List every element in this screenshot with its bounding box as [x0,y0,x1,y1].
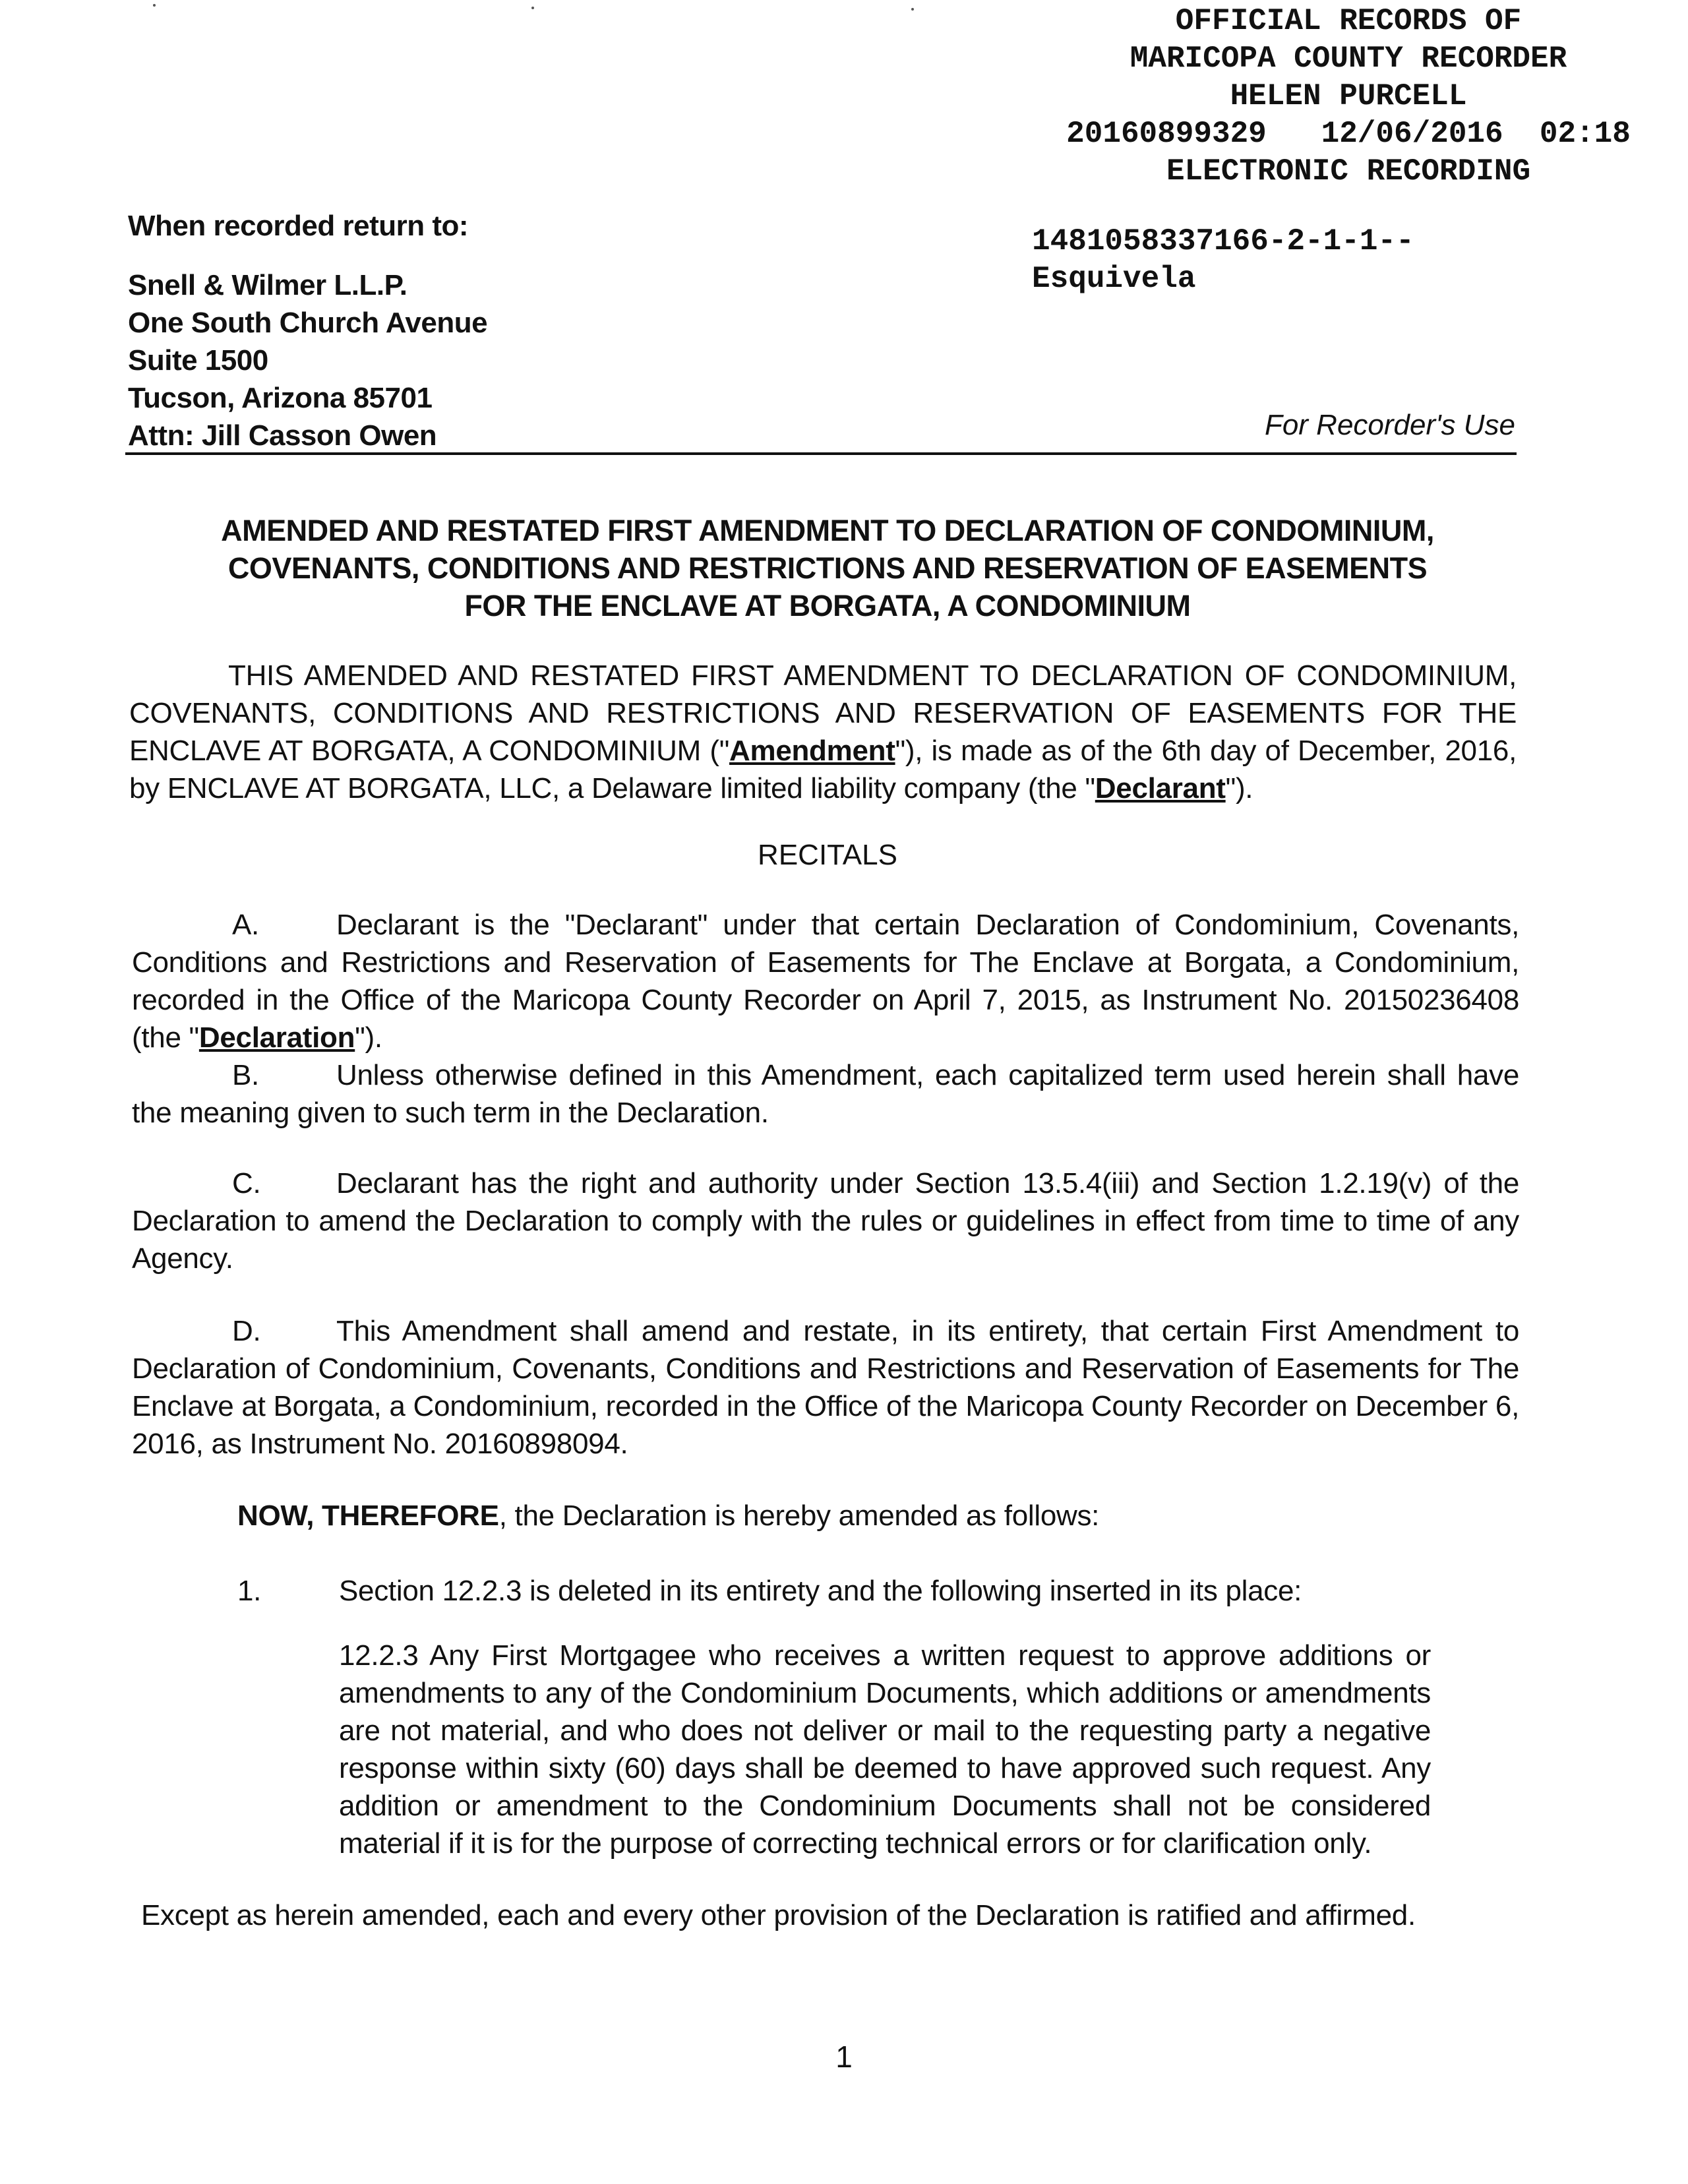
recorder-stamp [1029,3,1668,191]
stamp-line: OFFICIAL RECORDS OF [1175,4,1522,38]
return-address [128,266,487,454]
page-number: 1 [835,2040,853,2074]
recital-text: This Amendment shall amend and restate, in its entirety, that certain First Amendment to Declaration of Condominium, Covenants, Conditions and Restrictions and Reservation of Easements for The Enclave at Borgata, a Condominium, recorded in the Office of the Maricopa County Recorder on December 6, 2016, as Instrument No. 20160898094. [132,1315,1519,1460]
return-address-line: Suite 1500 [128,344,268,377]
title-line: COVENANTS, CONDITIONS AND RESTRICTIONS AND RESERVATION OF EASEMENTS [227,551,1428,585]
return-address-line: Attn: Jill Casson Owen [128,419,437,452]
title-line: FOR THE ENCLAVE AT BORGATA, A CONDOMINIUM [464,589,1191,622]
recital-marker: A. [232,909,259,941]
stamp-line: MARICOPA COUNTY RECORDER [1130,42,1567,76]
stamp-line: 20160899329 12/06/2016 02:18 [1066,117,1631,151]
defined-term-declaration: Declaration [198,1021,355,1054]
amendment-item-1 [237,1572,1490,1610]
document-title [132,512,1523,624]
recording-id [1032,223,1414,298]
scan-speck [153,4,156,7]
stamp-line: ELECTRONIC RECORDING [1166,154,1531,189]
recital-b [132,1056,1519,1132]
recording-clerk: Esquivela [1032,262,1196,296]
intro-paragraph [129,657,1517,807]
return-address-line: Tucson, Arizona 85701 [128,382,433,414]
intro-text: THIS AMENDED AND RESTATED FIRST AMENDMENT TO DECLARATION OF CONDOMINIUM, COVENANTS, CONDITIONS AND RESTRICTIONS AND RESERVATION OF EASEMENTS FOR THE ENCLAVE AT BORGATA, A CONDOMINIUM (" [129,659,1517,767]
title-line: AMENDED AND RESTATED FIRST AMENDMENT TO DECLARATION OF CONDOMINIUM, [221,514,1434,547]
return-address-line: One South Church Avenue [128,307,488,339]
recital-c [132,1165,1519,1277]
now-therefore-text: , the Declaration is hereby amended as follows: [498,1500,1100,1532]
recital-marker: C. [232,1167,261,1199]
recital-text: Unless otherwise defined in this Amendment, each capitalized term used herein shall have the meaning given to such term in the Declaration. [132,1059,1519,1129]
recital-text: Declarant has the right and authority under Section 13.5.4(iii) and Section 1.2.19(v) of the Declaration to amend the Declaration to comply with the rules or guidelines in effect from time to time of any Agency. [132,1167,1519,1275]
return-address-line: Snell & Wilmer L.L.P. [128,269,407,301]
intro-text: "), is made as of the 6th day of December, 2016, by ENCLAVE AT BORGATA, LLC, a Delaware limited liability company (the " [129,735,1517,804]
closing-statement: Except as herein amended, each and every other provision of the Declaration is ratified and affirmed. [141,1899,1416,1931]
item-number: 1. [237,1575,262,1607]
recital-marker: B. [232,1059,259,1091]
defined-term-declarant: Declarant [1095,772,1226,804]
recital-text: "). [355,1021,382,1054]
recital-text: Declarant is the "Declarant" under that certain Declaration of Condominium, Covenants, Conditions and Restrictions and Reservation of Easements for The Enclave at Borgata, a Condominium, recorded in the Office of the Maricopa County Recorder on April 7, 2015, as Instrument No. 20150236408 (the " [132,909,1519,1054]
recorder-use-label: For Recorder's Use [1264,409,1515,441]
recording-id-line: 1481058337166-2-1-1-- [1032,224,1414,258]
amended-section-text: 12.2.3 Any First Mortgagee who receives a written request to approve additions or amendments to any of the Condominium Documents, which additions or amendments are not material, and who does not deliver or mail to the requesting party a negative response within sixty (60) days shall be deemed to have approved such request. Any addition or amendment to the Condominium Documents shall not be considered material if it is for the purpose of correcting technical errors or for clarification only. [339,1639,1431,1860]
now-therefore-clause [237,1497,1490,1534]
recital-a [132,906,1519,1056]
defined-term-amendment: Amendment [729,735,895,767]
item-text: Section 12.2.3 is deleted in its entirety and the following inserted in its place: [339,1575,1302,1607]
scan-speck [531,7,534,9]
intro-text: "). [1225,772,1253,804]
recitals-heading: RECITALS [758,839,897,871]
now-therefore-lead: NOW, THEREFORE [237,1500,499,1532]
return-to-label: When recorded return to: [128,210,469,242]
recital-d [132,1312,1519,1463]
recital-marker: D. [232,1315,261,1347]
header-divider [125,452,1517,455]
scan-speck [911,8,914,11]
stamp-line: HELEN PURCELL [1230,79,1467,113]
